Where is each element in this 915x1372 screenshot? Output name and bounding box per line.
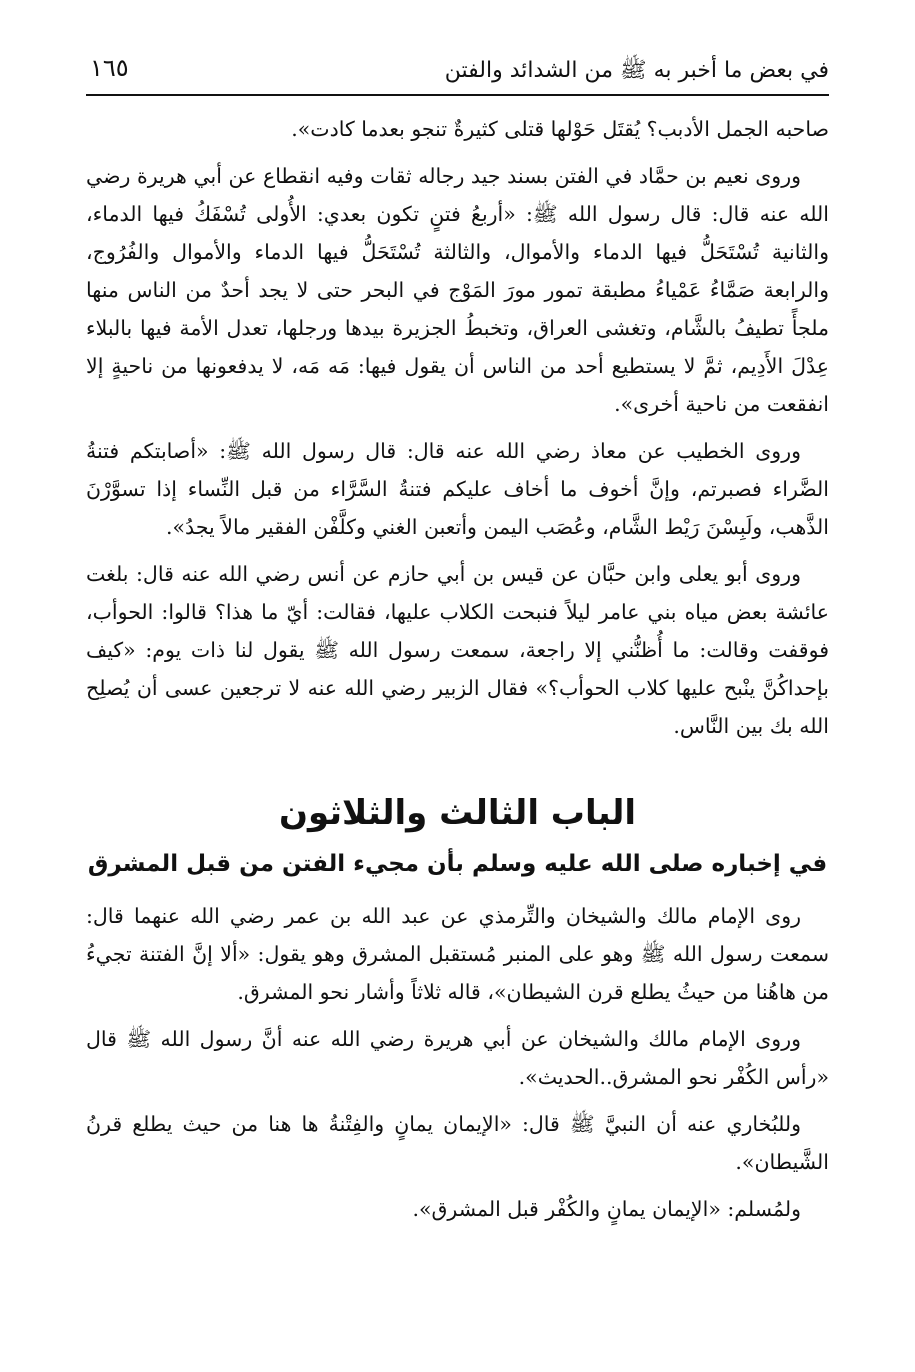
paragraph: وروى نعيم بن حمَّاد في الفتن بسند جيد رجاله ثقات وفيه انقطاع عن أبي هريرة رضي الله عنه قال: قال رسول الله ﷺ: «أربعُ فتنٍ تكون بعدي: الأُولى تُسْفَكُ فيها الدماء، والثانية تُسْتَحَلُّ فيها الدماء والأموال، والثالثة تُسْتَحَلُّ فيها الدماء والأموال والفُرُوج، والرابعة صَمَّاءُ عَمْياءُ مطبقة تمور مورَ المَوْج في البحر حتى لا يجد أحدٌ من الناس منها ملجأً تطيفُ بالشَّام، وتغشى العراق، وتخبطُ الجزيرة بيدها ورجلها، تعدل الأمة فيها بالبلاء عِدْلَ الأَدِيم، ثمَّ لا يستطيع أحد من الناس أن يقول فيها: مَه مَه، لا يدفعونها من ناحيةٍ إلا انفقعت من ناحية أخرى». <box>86 164 829 416</box>
chapter-subtitle: في إخباره صلى الله عليه وسلم بأن مجيء الفتن من قبل المشرق <box>87 851 828 877</box>
paragraph: روى الإمام مالك والشيخان والتِّرمذي عن عبد الله بن عمر رضي الله عنهما قال: سمعت رسول الله ﷺ وهو على المنبر مُستقبل المشرق وهو يقول: «ألا إنَّ الفتنة تجيءُ من هاهُنا من حيثُ يطلع قرن الشيطان»، قاله ثلاثاً وأشار نحو المشرق. <box>86 904 829 1004</box>
paragraph: صاحبه الجمل الأدبب؟ يُقتَل حَوْلها قتلى كثيرةٌ تنجو بعدما كادت». <box>291 117 829 141</box>
running-header <box>86 52 829 96</box>
paragraph: ولمُسلم: «الإيمان يمانٍ والكُفْر قبل المشرق». <box>412 1197 801 1221</box>
header-title: في بعض ما أخبر به ﷺ من الشدائد والفتن <box>444 58 829 83</box>
paragraph: وروى الإمام مالك والشيخان عن أبي هريرة رضي الله عنه أنَّ رسول الله ﷺ قال «رأس الكُفْر نحو المشرق..الحديث». <box>86 1027 829 1089</box>
chapter-title: الباب الثالث والثلاثون <box>278 793 637 833</box>
paragraph: وروى الخطيب عن معاذ رضي الله عنه قال: قال رسول الله ﷺ: «أصابتكم فتنةُ الضَّراء فصبرتم، وإنَّ أخوف ما أخاف عليكم فتنةُ السَّرَّاء من قبل النِّساء إذا تسوَّرْنَ الذَّهب، ولَبِسْنَ رَيْط الشَّام، وعُصَب اليمن وأتعبن الغني وكلَّفْن الفقير مالاً يجدُ». <box>86 439 829 539</box>
paragraph: وروى أبو يعلى وابن حبَّان عن قيس بن أبي حازم عن أنس رضي الله عنه قال: بلغت عائشة بعض مياه بني عامر ليلاً فنبحت الكلاب عليها، فقالت: أيّ ما هذا؟ قالوا: الحوأب، فوقفت وقالت: ما أُظنُّني إلا راجعة، سمعت رسول الله ﷺ يقول لنا ذات يوم: «كيف بإحداكُنَّ ينْبح عليها كلاب الحوأب؟» فقال الزبير رضي الله عنه لا ترجعين عسى أن يُصلِح الله بك بين النَّاس. <box>86 562 829 738</box>
page-number: ١٦٥ <box>90 54 129 82</box>
page-body <box>86 110 829 1237</box>
paragraph: وللبُخاري عنه أن النبيَّ ﷺ قال: «الإيمان يمانٍ والفِتْنةُ ها هنا من حيث يطلع قرنُ الشَّيطان». <box>86 1112 829 1174</box>
